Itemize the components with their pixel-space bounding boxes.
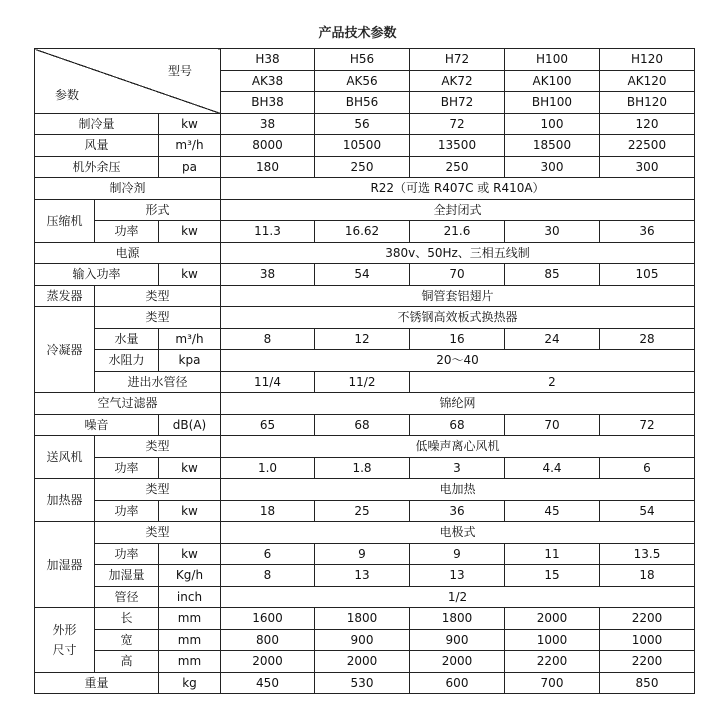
value-cell: 12 [315, 328, 410, 350]
value-cell: 850 [600, 672, 695, 694]
unit-cell: kw [159, 221, 221, 243]
value-cell: 6 [600, 457, 695, 479]
value-cell: 11 [505, 543, 600, 565]
row-label: 类型 [95, 479, 221, 501]
value-cell: 70 [410, 264, 505, 286]
value-cell: 锦纶网 [221, 393, 695, 415]
value-cell: 13500 [410, 135, 505, 157]
value-cell: 9 [315, 543, 410, 565]
row-humidifier-amount [35, 565, 695, 587]
value-cell: 2000 [221, 651, 315, 673]
value-cell: 铜管套铝翅片 [221, 285, 695, 307]
unit-cell: kw [159, 264, 221, 286]
unit-cell: kw [159, 113, 221, 135]
row-condenser-resistance [35, 350, 695, 372]
row-noise [35, 414, 695, 436]
value-cell: 68 [315, 414, 410, 436]
value-cell: 30 [505, 221, 600, 243]
row-label: 机外余压 [35, 156, 159, 178]
row-label: 类型 [95, 522, 221, 544]
row-heater-power [35, 500, 695, 522]
row-label: 高 [95, 651, 159, 673]
model-cell: BH56 [315, 92, 410, 114]
value-cell: 2000 [410, 651, 505, 673]
row-power-supply [35, 242, 695, 264]
value-cell: 72 [600, 414, 695, 436]
row-label: 水阻力 [95, 350, 159, 372]
value-cell: 3 [410, 457, 505, 479]
value-cell: 1.8 [315, 457, 410, 479]
value-cell: 600 [410, 672, 505, 694]
row-label: 长 [95, 608, 159, 630]
value-cell: 22500 [600, 135, 695, 157]
row-evaporator [35, 285, 695, 307]
value-cell: 8 [221, 565, 315, 587]
model-cell: AK100 [505, 70, 600, 92]
value-cell: 18 [600, 565, 695, 587]
row-label: 管径 [95, 586, 159, 608]
row-compressor-type [35, 199, 695, 221]
header-diagonal-cell [35, 49, 221, 114]
model-cell: BH72 [410, 92, 505, 114]
value-cell: 11/2 [315, 371, 410, 393]
value-cell: 2200 [600, 651, 695, 673]
row-label: 进出水管径 [95, 371, 221, 393]
model-cell: H100 [505, 49, 600, 71]
value-cell: 20～40 [221, 350, 695, 372]
unit-cell: kpa [159, 350, 221, 372]
value-cell: 800 [221, 629, 315, 651]
model-cell: AK120 [600, 70, 695, 92]
value-cell: 8 [221, 328, 315, 350]
row-label: 输入功率 [35, 264, 159, 286]
value-cell: 250 [315, 156, 410, 178]
value-cell: 电极式 [221, 522, 695, 544]
value-cell: 2200 [505, 651, 600, 673]
row-airflow [35, 135, 695, 157]
value-cell: 1600 [221, 608, 315, 630]
value-cell: 2000 [505, 608, 600, 630]
group-label: 加湿器 [35, 522, 95, 608]
unit-cell: mm [159, 651, 221, 673]
value-cell: 11.3 [221, 221, 315, 243]
value-cell: 85 [505, 264, 600, 286]
row-label: 电源 [35, 242, 221, 264]
row-label: 风量 [35, 135, 159, 157]
value-cell: 2000 [315, 651, 410, 673]
group-label: 冷凝器 [35, 307, 95, 393]
row-label: 类型 [95, 307, 221, 329]
value-cell: 6 [221, 543, 315, 565]
value-cell: 1000 [505, 629, 600, 651]
row-cooling [35, 113, 695, 135]
model-cell: AK38 [221, 70, 315, 92]
row-condenser-pipe [35, 371, 695, 393]
value-cell: 700 [505, 672, 600, 694]
value-cell: 11/4 [221, 371, 315, 393]
dimensions-label-line1: 外形 [52, 622, 77, 637]
value-cell: 450 [221, 672, 315, 694]
row-label: 功率 [95, 457, 159, 479]
unit-cell: kg [159, 672, 221, 694]
dimensions-label-line2: 尺寸 [52, 642, 77, 657]
row-label: 功率 [95, 543, 159, 565]
value-cell: 1000 [600, 629, 695, 651]
row-label: 类型 [95, 436, 221, 458]
row-weight [35, 672, 695, 694]
group-label: 压缩机 [35, 199, 95, 242]
unit-cell: kw [159, 457, 221, 479]
value-cell: 36 [600, 221, 695, 243]
value-cell: 1/2 [221, 586, 695, 608]
value-cell: 4.4 [505, 457, 600, 479]
row-input-power [35, 264, 695, 286]
row-fan-power [35, 457, 695, 479]
value-cell: 105 [600, 264, 695, 286]
value-cell: 不锈钢高效板式换热器 [221, 307, 695, 329]
row-dimension-height [35, 651, 695, 673]
unit-cell: kw [159, 500, 221, 522]
row-heater-type [35, 479, 695, 501]
model-cell: H56 [315, 49, 410, 71]
row-label: 功率 [95, 221, 159, 243]
row-humidifier-power [35, 543, 695, 565]
value-cell: 低噪声离心风机 [221, 436, 695, 458]
row-label: 宽 [95, 629, 159, 651]
row-compressor-power [35, 221, 695, 243]
value-cell: 300 [600, 156, 695, 178]
row-humidifier-type [35, 522, 695, 544]
spec-table [34, 48, 695, 694]
value-cell: 25 [315, 500, 410, 522]
group-label: 加热器 [35, 479, 95, 522]
value-cell: 2 [410, 371, 695, 393]
value-cell: 38 [221, 113, 315, 135]
value-cell: 54 [600, 500, 695, 522]
model-cell: BH120 [600, 92, 695, 114]
row-label: 空气过滤器 [35, 393, 221, 415]
value-cell: 530 [315, 672, 410, 694]
row-condenser-water [35, 328, 695, 350]
value-cell: 54 [315, 264, 410, 286]
value-cell: 68 [410, 414, 505, 436]
model-cell: H38 [221, 49, 315, 71]
value-cell: 250 [410, 156, 505, 178]
value-cell: 56 [315, 113, 410, 135]
row-label: 噪音 [35, 414, 159, 436]
row-label: 功率 [95, 500, 159, 522]
group-label: 蒸发器 [35, 285, 95, 307]
model-header-label: 型号 [167, 64, 192, 78]
row-humidifier-pipe [35, 586, 695, 608]
group-label [35, 608, 95, 673]
value-cell: 13 [315, 565, 410, 587]
value-cell: 1800 [315, 608, 410, 630]
value-cell: 13.5 [600, 543, 695, 565]
param-header-label: 参数 [55, 88, 80, 102]
value-cell: 16.62 [315, 221, 410, 243]
value-cell: 65 [221, 414, 315, 436]
unit-cell: pa [159, 156, 221, 178]
row-label: 重量 [35, 672, 159, 694]
unit-cell: inch [159, 586, 221, 608]
document-title: 产品技术参数 [318, 26, 397, 41]
row-label: 类型 [95, 285, 221, 307]
value-cell: 1800 [410, 608, 505, 630]
value-cell: 300 [505, 156, 600, 178]
row-dimension-width [35, 629, 695, 651]
model-cell: H72 [410, 49, 505, 71]
header-row-h [35, 49, 695, 71]
group-label: 送风机 [35, 436, 95, 479]
model-cell: BH100 [505, 92, 600, 114]
value-cell: 900 [315, 629, 410, 651]
unit-cell: kw [159, 543, 221, 565]
value-cell: 电加热 [221, 479, 695, 501]
unit-cell: mm [159, 629, 221, 651]
value-cell: 16 [410, 328, 505, 350]
value-cell: 24 [505, 328, 600, 350]
value-cell: 45 [505, 500, 600, 522]
value-cell: 18 [221, 500, 315, 522]
row-label: 制冷量 [35, 113, 159, 135]
value-cell: 全封闭式 [221, 199, 695, 221]
row-static-pressure [35, 156, 695, 178]
value-cell: 8000 [221, 135, 315, 157]
row-label: 制冷剂 [35, 178, 221, 200]
model-cell: AK56 [315, 70, 410, 92]
row-refrigerant [35, 178, 695, 200]
value-cell: 380v、50Hz、三相五线制 [221, 242, 695, 264]
row-condenser-type [35, 307, 695, 329]
value-cell: 13 [410, 565, 505, 587]
value-cell: 15 [505, 565, 600, 587]
unit-cell: Kg/h [159, 565, 221, 587]
row-air-filter [35, 393, 695, 415]
model-cell: BH38 [221, 92, 315, 114]
value-cell: 180 [221, 156, 315, 178]
row-label: 形式 [95, 199, 221, 221]
value-cell: 9 [410, 543, 505, 565]
value-cell: 100 [505, 113, 600, 135]
value-cell: 18500 [505, 135, 600, 157]
unit-cell: m³/h [159, 328, 221, 350]
model-cell: AK72 [410, 70, 505, 92]
value-cell: 1.0 [221, 457, 315, 479]
value-cell: 120 [600, 113, 695, 135]
value-cell: 36 [410, 500, 505, 522]
row-fan-type [35, 436, 695, 458]
unit-cell: dB(A) [159, 414, 221, 436]
value-cell: R22（可选 R407C 或 R410A） [221, 178, 695, 200]
value-cell: 70 [505, 414, 600, 436]
value-cell: 10500 [315, 135, 410, 157]
row-label: 加湿量 [95, 565, 159, 587]
value-cell: 72 [410, 113, 505, 135]
value-cell: 21.6 [410, 221, 505, 243]
unit-cell: mm [159, 608, 221, 630]
model-cell: H120 [600, 49, 695, 71]
value-cell: 900 [410, 629, 505, 651]
value-cell: 38 [221, 264, 315, 286]
row-dimension-length [35, 608, 695, 630]
value-cell: 2200 [600, 608, 695, 630]
unit-cell: m³/h [159, 135, 221, 157]
row-label: 水量 [95, 328, 159, 350]
value-cell: 28 [600, 328, 695, 350]
